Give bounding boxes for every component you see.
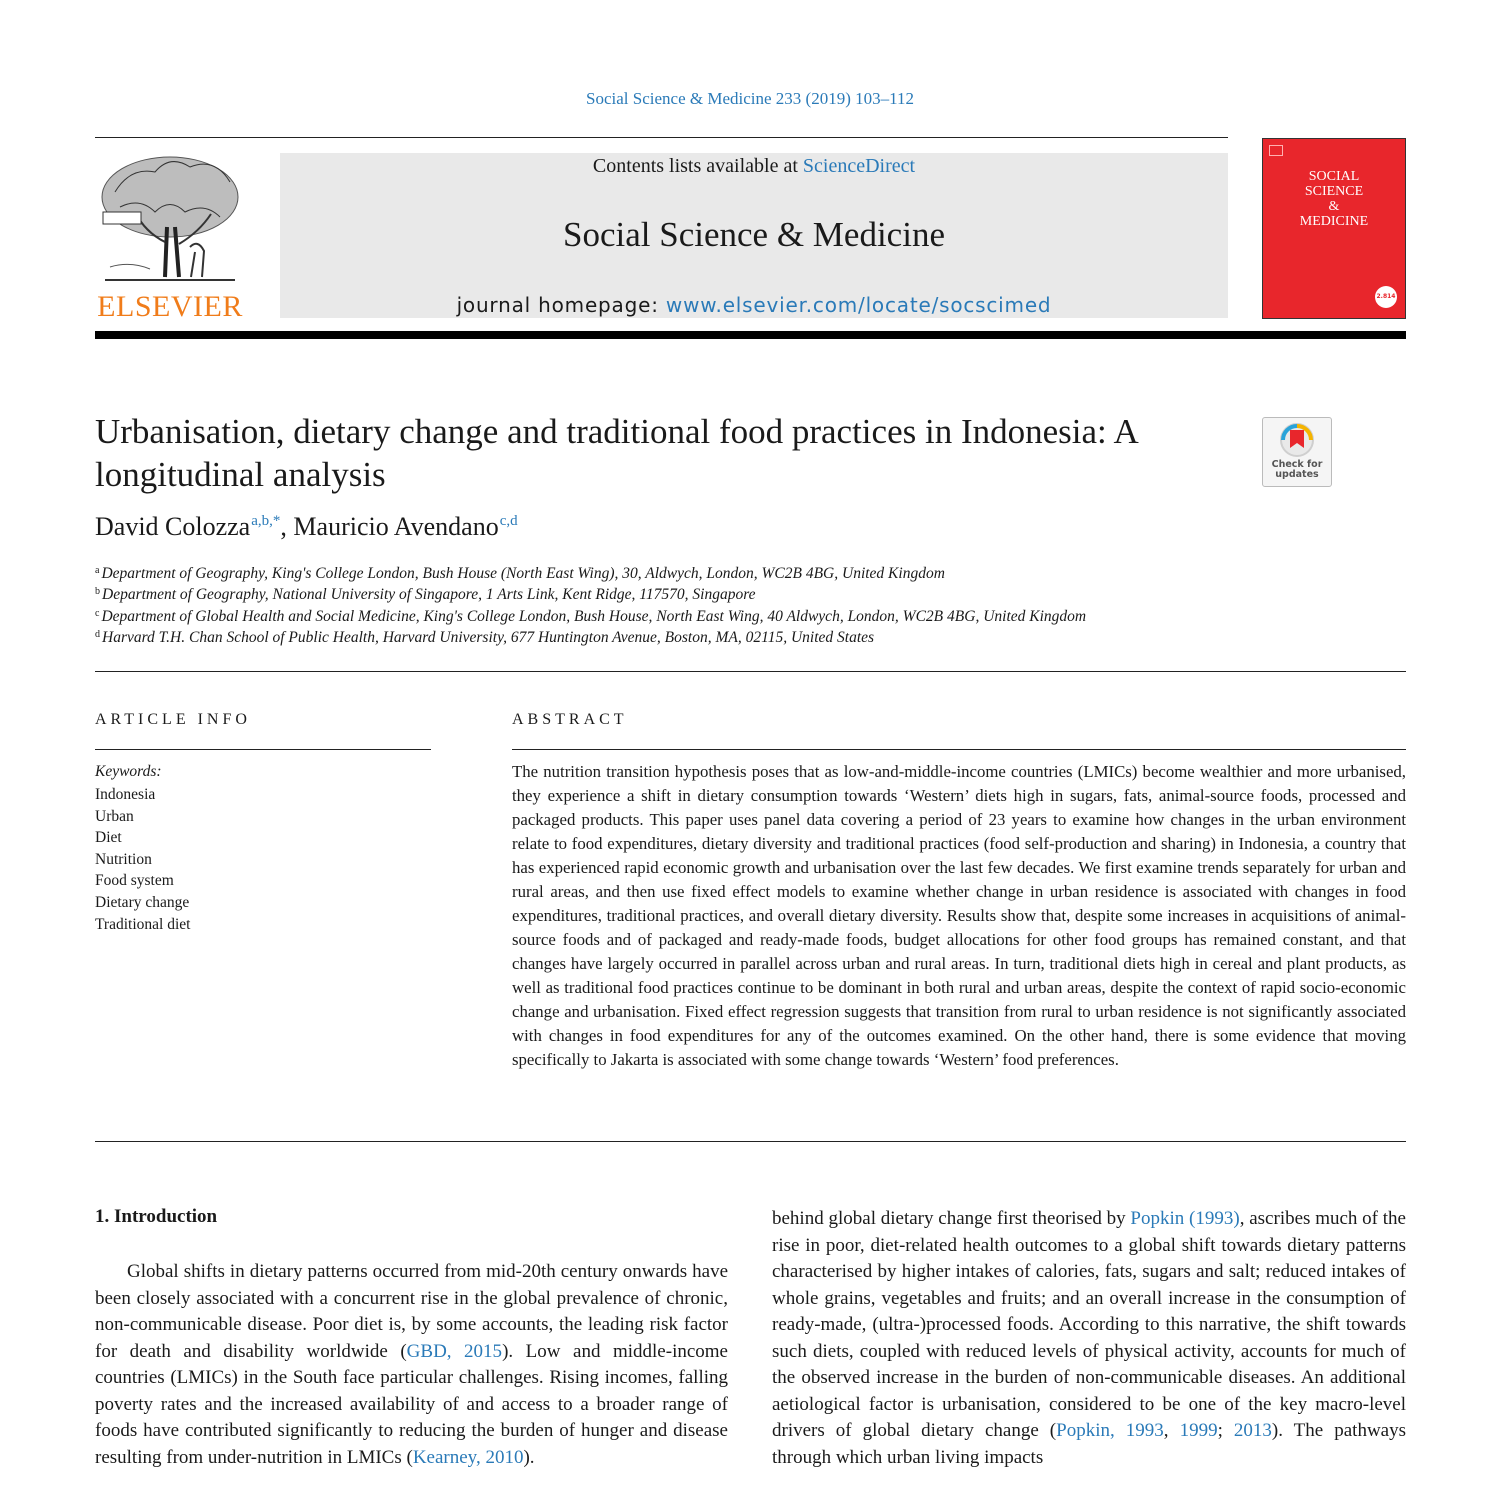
intro-paragraph: behind global dietary change first theorised by Popkin (1993), ascribes much of the rise in poor, diet-related health outcomes to a global shift towards dietary patterns characterised by higher intakes of calories, fats, sugars and salt; reduced intakes of whole grains, vegetables and fruits; and an overall increase in the consumption of ready-made, (ultra-)processed foods. According to this narrative, the shift towards such diets, coupled with reduced levels of physical activity, accounts for much of the observed increase in the burden of non-communicable diseases. An additional aetiological factor is urbanisation, considered to be one of the key macro-level drivers of global dietary change (Popkin, 1993, 1999; 2013). The pathways through which urban living impacts [772,1208,1407,1468]
article-info-rule [95,749,431,750]
keyword-list [95,784,190,935]
author-list [95,512,518,542]
affiliation-mark: b [95,586,100,597]
contents-line [280,155,1228,178]
affiliation [95,608,1086,626]
check-updates-label [1263,460,1331,480]
affiliation [95,565,945,583]
affiliation-mark: a [95,565,100,576]
citation-link[interactable]: Popkin, 1993 [1056,1420,1164,1441]
author-affil-marks[interactable]: c,d [499,513,518,529]
journal-title: Social Science & Medicine [563,215,945,254]
affiliations-rule [95,671,1406,672]
check-for-updates-button[interactable] [1262,417,1332,487]
affiliation [95,586,756,604]
affiliation-text: Department of Geography, National University of Singapore, 1 Arts Link, Kent Ridge, 117570, Singapore [102,586,756,603]
check-updates-line-2: updates [1275,469,1319,480]
keyword-item: Diet [95,829,122,847]
affiliation-text: Harvard T.H. Chan School of Public Health, Harvard University, 677 Huntington Avenue, Boston, MA, 02115, United States [102,629,875,646]
cover-line-2: SCIENCE [1304,184,1364,199]
cover-title [1263,169,1405,229]
cover-logo-icon [1269,145,1283,156]
elsevier-logo[interactable] [95,152,245,323]
author-separator: , [280,512,294,541]
abstract-heading: ABSTRACT [512,711,628,728]
cover-line-3: & [1328,199,1340,214]
cover-line-1: SOCIAL [1308,169,1360,184]
header-top-rule [95,137,1228,138]
check-updates-line-1: Check for [1271,459,1323,470]
affiliation-text: Department of Global Health and Social Medicine, King's College London, Bush House, North East Wing, 40 Aldwych, London, WC2B 4BG, United Kingdom [101,608,1087,625]
abstract-bottom-rule [95,1141,1406,1142]
homepage-line [280,293,1228,317]
citation-link[interactable]: GBD, 2015 [406,1340,503,1362]
impact-badge: 2.814 [1375,286,1397,308]
keyword-item: Traditional diet [95,915,191,933]
keyword-item: Dietary change [95,893,190,911]
abstract-text: The nutrition transition hypothesis poses that as low-and-middle-income countries (LMICs) become wealthier and more urbanised, they experience a shift in dietary consumption towards ‘Western’ diets high in sugars, fats, animal-source foods, processed and packaged products. This paper uses panel data covering a period of 23 years to examine how changes in the urban environment relate to food expenditures, dietary diversity and traditional practices (food self-production and sharing) in Indonesia, a country that has experienced rapid economic growth and urbanisation over the last few decades. We first examine trends separately for urban and rural areas, and then use fixed effect models to examine whether change in urban residence is associated with changes in food expenditures, traditional practices, and overall dietary diversity. Results show that, despite some increases in acquisitions of animal-source foods and of packaged and ready-made foods, budget allocations for other food groups has remained constant, and that changes have largely occurred in parallel across urban and rural areas. In turn, traditional diets high in cereal and plant products, as well as traditional food practices continue to be dominant in both rural and urban areas, despite the context of rapid socio-economic change and urbanisation. Fixed effect regression suggests that transition from rural to urban residence is not significantly associated with changes in food expenditures for any of the outcomes examined. On the other hand, there is some evidence that moving specifically to Jakarta is associated with some change towards ‘Western’ food preferences. [512,762,1406,1069]
article-title: Urbanisation, dietary change and traditional food practices in Indonesia: A longitudinal analysis [95,412,1137,494]
journal-citation-link[interactable]: Social Science & Medicine 233 (2019) 103–112 [586,89,914,108]
affiliation [95,629,874,647]
citation-link[interactable]: 2013 [1233,1420,1272,1441]
citation-link[interactable]: Popkin (1993) [1130,1208,1240,1229]
article-info-heading: ARTICLE INFO [95,711,251,728]
keyword-item: Urban [95,807,134,825]
keyword-item: Indonesia [95,786,156,803]
author-name[interactable]: David Colozza [95,512,251,541]
cover-line-4: MEDICINE [1299,214,1369,229]
citation-link[interactable]: 1999 [1179,1420,1218,1441]
homepage-prefix: journal homepage: [456,293,666,317]
keyword-item: Nutrition [95,850,152,868]
contents-prefix: Contents lists available at [592,155,803,177]
intro-left-column [95,1259,728,1471]
introduction-heading: 1. Introduction [95,1206,218,1227]
keywords-label: Keywords: [95,763,162,780]
author-affil-marks[interactable]: a,b,* [251,513,281,529]
header-bottom-rule [95,331,1406,339]
publisher-wordmark: ELSEVIER [97,290,243,323]
journal-citation[interactable] [0,89,1500,109]
abstract-rule [512,749,1406,750]
intro-right-column [772,1206,1406,1471]
affiliation-mark: c [95,608,100,619]
homepage-link[interactable]: www.elsevier.com/locate/socscimed [665,293,1052,317]
author-name[interactable]: Mauricio Avendano [293,512,499,541]
check-updates-icon [1263,418,1331,460]
journal-banner [280,153,1228,318]
elsevier-tree-icon [95,152,245,287]
affiliation-text: Department of Geography, King's College London, Bush House (North East Wing), 30, Aldwych, London, WC2B 4BG, United Kingdom [101,565,945,582]
keyword-item: Food system [95,872,174,890]
citation-link[interactable]: Kearney, 2010 [412,1446,524,1468]
intro-paragraph: Global shifts in dietary patterns occurred from mid-20th century onwards have been closely associated with a concurrent rise in the global prevalence of chronic, non-communicable disease. Poor diet is, by some accounts, the leading risk factor for death and disability worldwide (GBD, 2015). Low and middle-income countries (LMICs) in the South face particular challenges. Rising incomes, falling poverty rates and the increased availability of and access to a broader range of foods have contributed significantly to reducing the burden of hunger and disease resulting from under-nutrition in LMICs (Kearney, 2010). [95,1261,728,1468]
journal-cover[interactable] [1262,138,1406,319]
affiliation-mark: d [95,629,100,640]
sciencedirect-link[interactable]: ScienceDirect [802,155,916,177]
